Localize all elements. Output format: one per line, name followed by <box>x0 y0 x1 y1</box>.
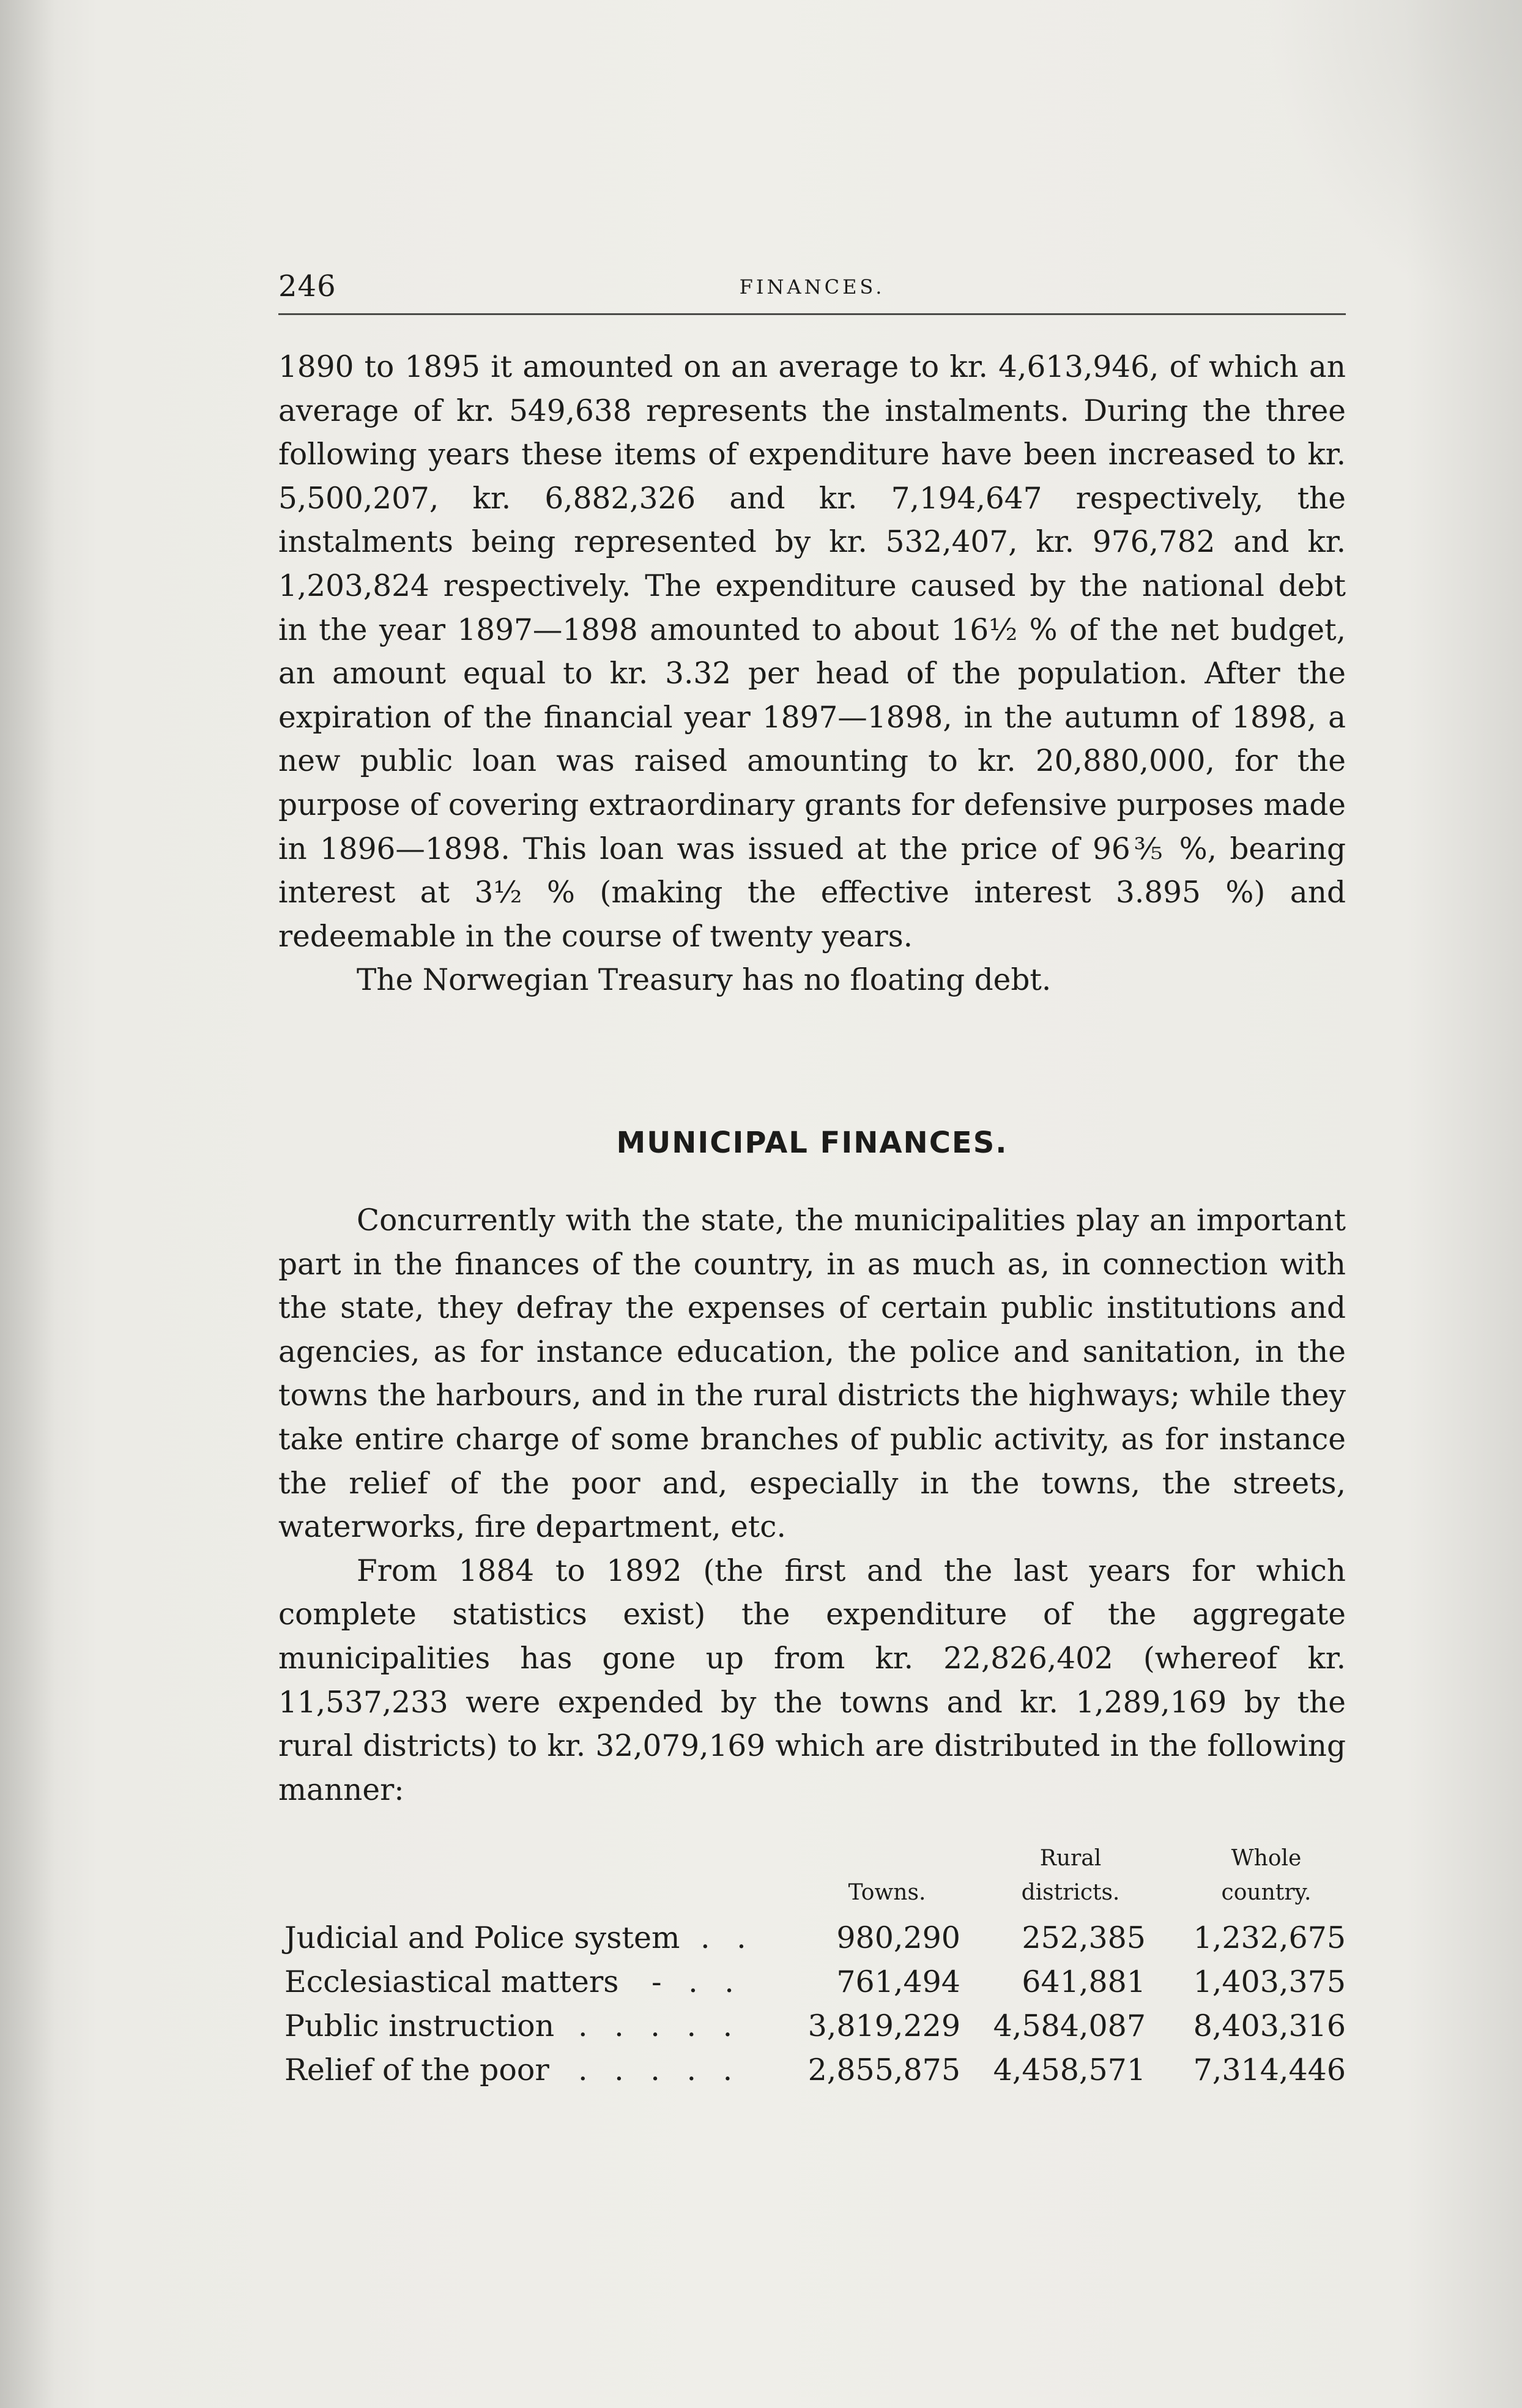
column-header-rural <box>991 1841 1150 1910</box>
section-heading: MUNICIPAL FINANCES. <box>616 1126 1008 1160</box>
value-towns: 980,290 <box>836 1920 960 1955</box>
municipal-paragraph-2: From 1884 to 1892 (the first and the last years for which complete statistics exist) the expenditure of the aggregate municipalities has gone up from kr. 22,826,402 (whereof kr. 11,537,233 were expended by the towns and kr. 1,289,169 by the rural districts) to kr. 32,079,169 which are distributed in the following manner: <box>278 1553 1346 1807</box>
value-whole: 1,403,375 <box>1193 1964 1346 1999</box>
value-whole: 8,403,316 <box>1193 2009 1346 2043</box>
dot-leaders: . . <box>700 1920 755 1955</box>
row-label: Public instruction <box>284 2009 555 2043</box>
dot-leaders: - . . <box>651 1964 743 1999</box>
dot-leaders: . . . . . <box>578 2009 741 2043</box>
value-whole: 1,232,675 <box>1193 1920 1346 1955</box>
table-row <box>284 2004 1346 2048</box>
column-header-line2: districts. <box>1021 1880 1120 1905</box>
municipal-paragraph-1: Concurrently with the state, the municipalities play an important part in the finances of the country, in as much as, in connection with the state, they defray the expenses of certain public institutions and agencies, as for instance education, the police and sanitation, in the towns the harbours, and in the rural districts the highways; while they take entire charge of some branches of public activity, as for instance the relief of the poor and, especially in the towns, the streets, waterworks, fire department, etc. <box>278 1203 1346 1545</box>
debt-section-text <box>278 346 1346 1003</box>
column-header-whole <box>1187 1841 1346 1910</box>
value-rural: 641,881 <box>1022 1964 1146 1999</box>
table-row <box>284 2048 1346 2092</box>
value-rural: 4,458,571 <box>993 2053 1146 2087</box>
value-rural: 252,385 <box>1022 1920 1146 1955</box>
dot-leaders: . . . . . <box>578 2053 741 2087</box>
municipal-section-text <box>278 1199 1346 1812</box>
row-label: Judicial and Police system <box>284 1920 680 1955</box>
floating-debt-sentence: The Norwegian Treasury has no floating debt. <box>357 963 1052 998</box>
value-towns: 3,819,229 <box>807 2009 960 2043</box>
row-label: Relief of the poor <box>284 2053 549 2087</box>
value-rural: 4,584,087 <box>993 2009 1146 2043</box>
table-row <box>284 1916 1346 1960</box>
column-header-line1: Rural <box>1039 1846 1102 1871</box>
column-header-line1: Whole <box>1231 1846 1302 1871</box>
value-whole: 7,314,446 <box>1193 2053 1346 2087</box>
page-number: 246 <box>278 269 336 303</box>
column-header-line2: country. <box>1221 1880 1312 1905</box>
continuation-paragraph: 1890 to 1895 it amounted on an average to kr. 4,613,946, of which an average of kr. 549,638 represents the instalments. During the three following years these items of expenditure have been increased to kr. 5,500,207, kr. 6,882,326 and kr. 7,194,647 respectively, the instalments being represented by kr. 532,407, kr. 976,782 and kr. 1,203,824 respectively. The expenditure caused by the national debt in the year 1897—1898 amounted to about 16½ % of the net budget, an amount equal to kr. 3.32 per head of the population. After the expiration of the financial year 1897—1898, in the autumn of 1898, a new public loan was raised amounting to kr. 20,880,000, for the purpose of covering extraordinary grants for defensive purposes made in 1896—1898. This loan was issued at the price of 96⅗ %, bearing interest at 3½ % (making the effective interest 3.895 %) and redeemable in the course of twenty years. <box>278 350 1346 954</box>
row-label: Ecclesiastical matters <box>284 1964 619 1999</box>
value-towns: 2,855,875 <box>807 2053 960 2087</box>
value-towns: 761,494 <box>836 1964 960 1999</box>
page-header <box>278 264 1346 315</box>
column-header-line1 <box>807 1841 967 1876</box>
running-head: FINANCES. <box>739 275 885 299</box>
column-header-line2: Towns. <box>848 1880 926 1905</box>
column-header-towns <box>807 1841 967 1910</box>
table-row <box>284 1960 1346 2004</box>
